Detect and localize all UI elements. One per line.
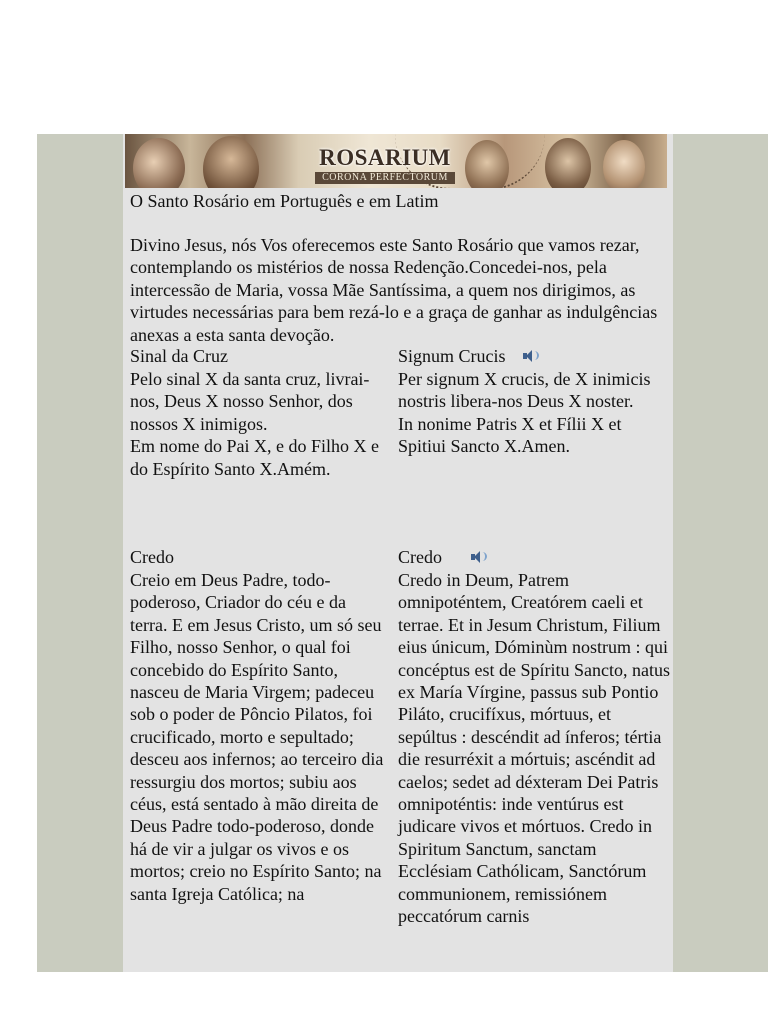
banner-figure: [545, 138, 591, 188]
credo-la-heading-row: [398, 546, 670, 568]
banner-logo: ROSARIUM: [319, 145, 451, 170]
banner-figure: [133, 138, 185, 188]
speaker-icon[interactable]: [470, 550, 486, 564]
banner-figure: [603, 140, 645, 188]
credo-pt-text: Creio em Deus Padre, todo-poderoso, Criador do céu e da terra. E em Jesus Cristo, um só seu Filho, nosso Senhor, o qual foi concebido do Espírito Santo, nasceu de Maria Virgem; padeceu sob o poder de Pôncio Pilatos, foi crucificado, morto e sepultado; desceu aos infernos; ao terceiro dia ressurgiu dos mortos; subiu aos céus, está sentado à mão direita de Deus Padre todo-poderoso, donde há de vir a julgar os vivos e os mortos; creio no Espírito Santo; na santa Igreja Católica; na: [130, 570, 384, 904]
sinal-la-text: Per signum X crucis, de X inimicis nostris libera-nos Deus X noster. In nonime Patris X et Fílii X et Spitiui Sancto X.Amen.: [398, 369, 651, 457]
sinal-la-heading-row: [398, 345, 670, 367]
credo-la-text: Credo in Deum, Patrem omnipoténtem, Creatórem caeli et terrae. Et in Jesum Christum, Filium eius únicum, Dóminùm nostrum : qui concéptus est de Spíritu Sancto, natus ex María Vírgine, passus sub Pontio Piláto, crucifíxus, mórtuus, et sepúltus : descéndit ad ínferos; tértia die resurréxit a mórtuis; ascéndit ad caelos; sedet ad déxteram Dei Patris omnipoténtis: inde ventúrus est judicare vivos et mórtuos. Credo in Spiritum Sanctum, sanctam Ecclésiam Cathólicam, Sanctórum communionem, remissiónem peccatórum carnis: [398, 570, 670, 927]
rosarium-banner: [125, 134, 667, 188]
document-page: [123, 134, 673, 972]
sinal-la-heading: Signum Crucis: [398, 346, 506, 366]
speaker-icon[interactable]: [522, 349, 538, 363]
intro-prayer: Divino Jesus, nós Vos oferecemos este Santo Rosário que vamos rezar, contemplando os mistérios de nossa Redenção.Concedei-nos, pela intercessão de Maria, vossa Mãe Santíssima, a quem nos dirigimos, as virtudes necessárias para bem rezá-lo e a graça de ganhar as indulgências anexas a esta santa devoção.: [130, 235, 658, 345]
banner-figure: [203, 136, 259, 188]
credo-la-heading: Credo: [398, 547, 442, 567]
page-title: O Santo Rosário em Português e em Latim: [130, 191, 439, 211]
sinal-pt-heading: Sinal da Cruz: [130, 346, 228, 366]
sinal-pt-text: Pelo sinal X da santa cruz, livrai-nos, Deus X nosso Senhor, dos nossos X inimigos. Em nome do Pai X, e do Filho X e do Espírito Santo X.Amém.: [130, 369, 379, 479]
credo-pt-heading: Credo: [130, 547, 174, 567]
banner-figure: [465, 140, 509, 188]
banner-tagline: CORONA PERFECTORUM: [315, 172, 455, 184]
